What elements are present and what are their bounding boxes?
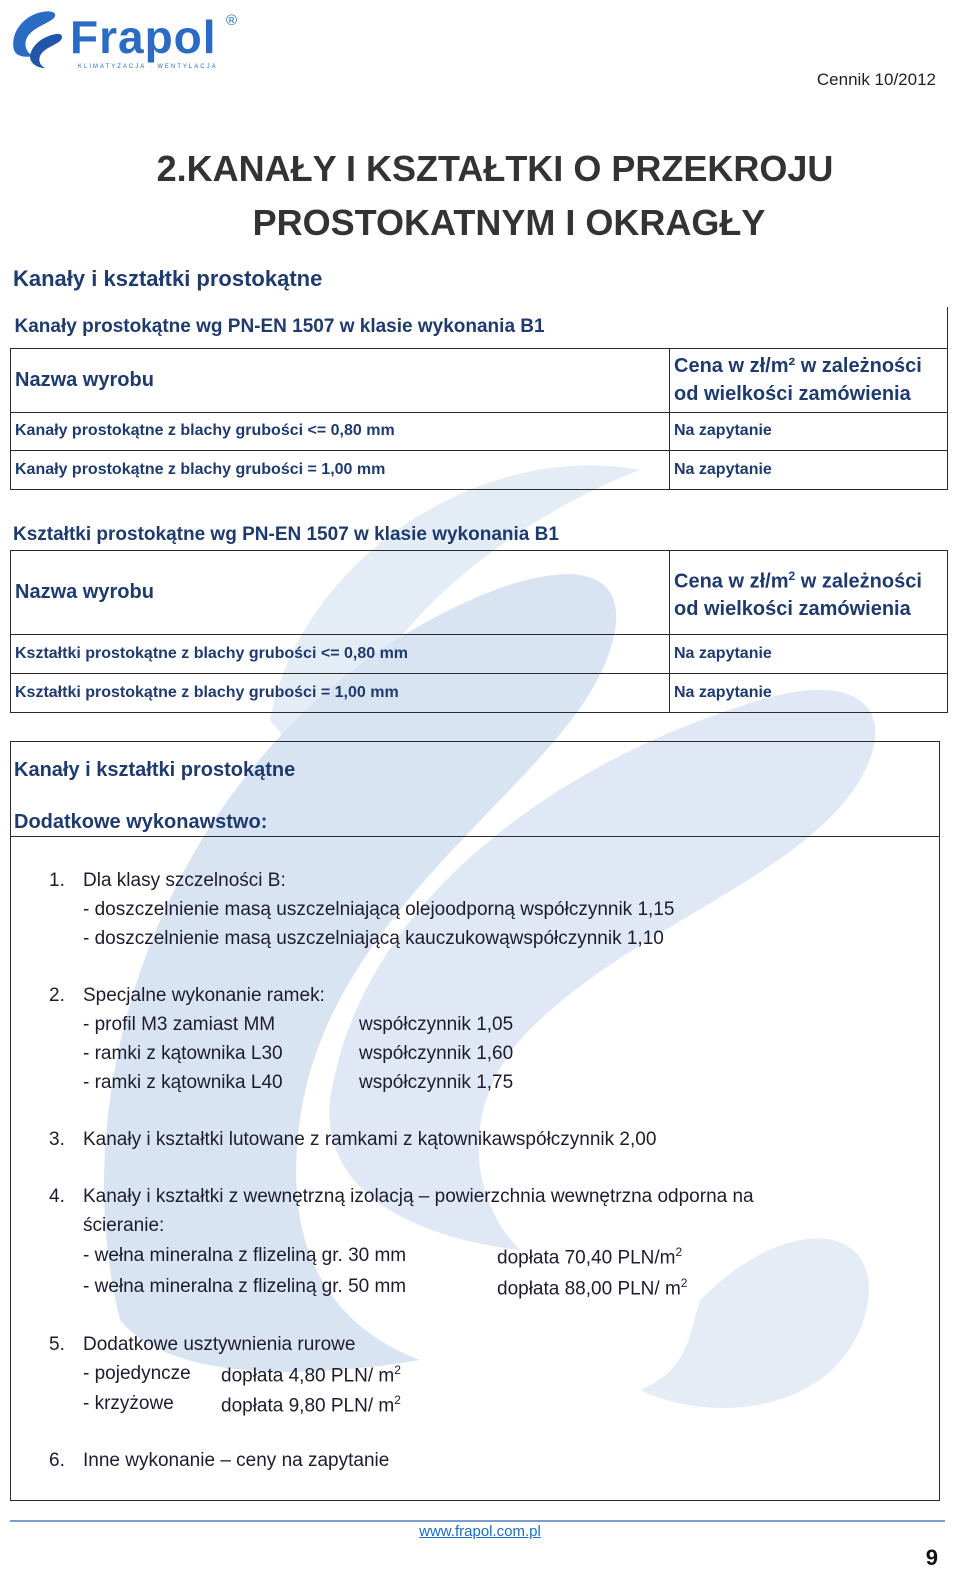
list-item-title: Dla klasy szczelności B: xyxy=(83,870,286,891)
logo-tagline: KLIMATYZACJA · WENTYLACJA xyxy=(78,64,218,70)
surcharge-sup: 2 xyxy=(675,1245,683,1259)
product-name-cell: Kształtki prostokątne z blachy grubości = 1,00 mm xyxy=(11,674,670,713)
list-item-label: - wełna mineralna z flizeliną gr. 30 mm xyxy=(83,1245,407,1266)
page-title xyxy=(0,142,960,250)
section-heading: Kanały i kształtki prostokątne xyxy=(13,266,323,291)
table-row xyxy=(11,635,948,674)
fittings-table-title: Kształtki prostokątne wg PN-EN 1507 w klasie wykonania B1 xyxy=(13,524,559,545)
list-item-label: - ramki z kątownika L40 xyxy=(83,1072,283,1093)
list-item-title-continued: ścieranie: xyxy=(83,1215,165,1236)
list-number: 1. xyxy=(49,870,65,891)
extras-subheading: Dodatkowe wykonawstwo: xyxy=(14,811,268,833)
ducts-price-table xyxy=(10,307,948,490)
ducts-table-title xyxy=(11,307,948,348)
list-item-title: Inne wykonanie – ceny na zapytanie xyxy=(83,1450,390,1471)
surcharge-value: dopłata 9,80 PLN/ m xyxy=(221,1395,395,1417)
list-number: 2. xyxy=(49,985,65,1006)
ducts-table-title-text: Kanały prostokątne wg PN-EN 1507 w klasie wykonania B1 xyxy=(14,316,545,338)
surcharge-value: dopłata 70,40 PLN/m xyxy=(497,1247,676,1269)
list-item-label: - profil M3 zamiast MM xyxy=(83,1014,276,1035)
surcharge-sup: 2 xyxy=(394,1363,401,1377)
price-cell: Na zapytanie xyxy=(670,412,948,450)
price-cell: Na zapytanie xyxy=(670,635,948,674)
surcharge-value: dopłata 88,00 PLN/ m xyxy=(497,1278,681,1300)
page-title-line2: PROSTOKATNYM I OKRAGŁY xyxy=(252,202,766,243)
fittings-col-price-sup: 2 xyxy=(788,568,796,583)
list-item-label: - wełna mineralna z flizeliną gr. 50 mm xyxy=(83,1276,407,1297)
list-number: 3. xyxy=(49,1129,65,1150)
surcharge-sup: 2 xyxy=(680,1276,688,1290)
list-item-title: Kanały i kształtki z wewnętrzną izolacją – powierzchnia wewnętrzna odporna na xyxy=(83,1186,754,1207)
price-cell: Na zapytanie xyxy=(670,450,948,489)
list-item-value xyxy=(221,1393,401,1417)
list-item-title: Dodatkowe usztywnienia rurowe xyxy=(83,1334,356,1355)
extras-box xyxy=(10,741,940,1501)
list-number: 4. xyxy=(49,1186,65,1207)
price-list-label: Cennik 10/2012 xyxy=(816,70,936,89)
list-item-value xyxy=(221,1363,401,1387)
ducts-col-price-line2: od wielkości zamówienia xyxy=(674,383,911,405)
table-row xyxy=(11,674,948,713)
surcharge-value: dopłata 4,80 PLN/ m xyxy=(221,1365,395,1387)
fittings-col-price-line1: Cena w zł/m xyxy=(674,570,789,593)
fittings-col-name-text: Nazwa wyrobu xyxy=(15,581,154,603)
list-item-label: - krzyżowe xyxy=(83,1393,174,1414)
fittings-col-name xyxy=(11,551,670,635)
extras-heading: Kanały i kształtki prostokątne xyxy=(14,759,296,781)
list-item-label: - ramki z kątownika L30 xyxy=(83,1043,283,1064)
footer-divider xyxy=(10,1520,945,1522)
list-item-label: - pojedyncze xyxy=(83,1363,191,1384)
product-name-cell: Kształtki prostokątne z blachy grubości <= 0,80 mm xyxy=(11,635,670,674)
page-title-line1: 2.KANAŁY I KSZTAŁTKI O PRZEKROJU xyxy=(156,148,834,189)
table-row xyxy=(11,412,948,450)
page-number: 9 xyxy=(925,1545,938,1570)
fittings-col-price xyxy=(670,551,948,635)
footer-website-link[interactable]: www.frapol.com.pl xyxy=(419,1523,541,1540)
list-item-title: Kanały i kształtki lutowane z ramkami z kątownikawspółczynnik 2,00 xyxy=(83,1129,657,1150)
fittings-col-price-line2: od wielkości zamówienia xyxy=(674,598,911,621)
product-name-cell: Kanały prostokątne z blachy grubości = 1,00 mm xyxy=(11,450,670,489)
list-item-value: współczynnik 1,60 xyxy=(359,1043,514,1064)
ducts-col-name xyxy=(11,348,670,412)
list-number: 5. xyxy=(49,1334,65,1355)
list-item-line: - doszczelnienie masą uszczelniającą olejoodporną współczynnik 1,15 xyxy=(83,899,675,920)
logo-registered-mark: ® xyxy=(226,12,238,29)
divider xyxy=(11,836,939,837)
list-number: 6. xyxy=(49,1450,65,1471)
list-item-value xyxy=(497,1245,682,1269)
list-item-value: współczynnik 1,05 xyxy=(359,1014,514,1035)
fittings-col-price-line1b: w zależności xyxy=(795,570,922,593)
fittings-price-table xyxy=(10,550,948,713)
product-name-cell: Kanały prostokątne z blachy grubości <= 0,80 mm xyxy=(11,412,670,450)
list-item-value xyxy=(497,1276,687,1300)
table-row xyxy=(11,450,948,489)
logo-wordmark: Frapol xyxy=(70,11,217,63)
ducts-col-price xyxy=(670,348,948,412)
list-item-value: współczynnik 1,75 xyxy=(359,1072,514,1093)
list-item-line: - doszczelnienie masą uszczelniającą kauczukowąwspółczynnik 1,10 xyxy=(83,928,664,949)
surcharge-sup: 2 xyxy=(394,1393,401,1407)
price-cell: Na zapytanie xyxy=(670,674,948,713)
list-item-title: Specjalne wykonanie ramek: xyxy=(83,985,325,1006)
ducts-col-price-line1: Cena w zł/m² w zależności xyxy=(674,355,922,377)
ducts-col-name-text: Nazwa wyrobu xyxy=(15,368,154,391)
frapol-logo xyxy=(8,4,243,76)
